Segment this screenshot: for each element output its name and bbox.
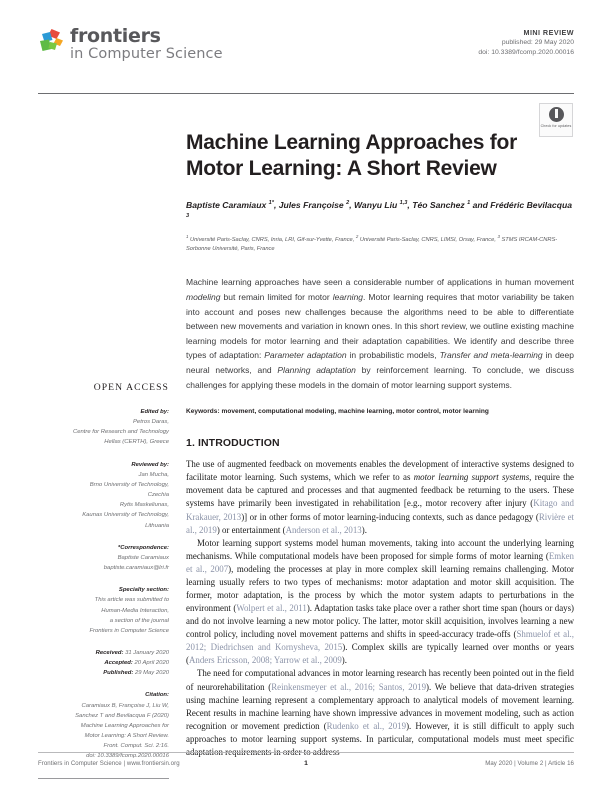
citation-line: Caramiaux B, Françoise J, Liu W, xyxy=(81,702,169,709)
citation-line: Sanchez T and Bevilacqua F (2020) xyxy=(75,712,169,719)
affiliation-list: $^1$ Université Paris-Saclay, CNRS, Inria, LRI, Gif-sur-Yvette, France, $^2$ Université Paris-Saclay, CNRS, LIMSI, Orsay, France, $^3$ STMS IRCAM-CNRS-Sorbonne Université, Paris, France xyxy=(186,233,558,253)
open-access-label: OPEN ACCESS xyxy=(93,382,169,393)
footer-row xyxy=(38,760,574,767)
citation-line: Front. Comput. Sci. 2:16. xyxy=(103,743,169,750)
reviewed-by-block xyxy=(38,460,169,531)
intro-paragraph: The need for computational advances in motor learning research has recently been pointed out in the field of neurorehabilitation (Reinkensmeyer et al., 2016; Santos, 2019). We believe that data-driven strategies using machine learning represent a complementary approach to analytical models of movement learning. Recent results in machine learning have shown impressive advances in movement modeling, such as action recognition or movement prediction (Rudenko et al., 2019). However, it is still difficult to apply such approaches to motor learning support systems. In particular, computational models must meet specific adaptation requirements in order to address xyxy=(186,668,575,757)
received-label: Received: xyxy=(95,649,124,656)
reviewer-affiliation: Brno University of Technology, xyxy=(89,481,169,488)
received-value: 31 January 2020 xyxy=(125,649,169,656)
section-heading-introduction: 1. INTRODUCTION xyxy=(186,437,280,450)
citation-doi[interactable]: doi: 10.3389/fcomp.2020.00016 xyxy=(86,753,169,760)
article-main-column xyxy=(186,130,574,759)
article-dates-block xyxy=(38,648,169,678)
intro-paragraph: Motor learning support systems model human movements, taking into account the underlying learning mechanisms. While computational models have been proposed for simple forms of motor learning (Emken et al., 2007), modeling the processes at play in more complex skill learning remains challenging. Motor learning usually refers to two types of mechanisms: motor adaptation and motor skill acquisition. The former, motor adaptation, is the process by which the motor system adapts to perturbations in the environment (Wolpert et al., 2011). Adaptation tasks take place over a rather short time span (hours or days) and do not involve learning a new motor policy. The latter, motor skill acquisition, involves learning a new control policy, including novel movement patterns and shifts in speed-accuracy trade-offs (Shmuelof et al., 2012; Diedrichsen and Kornysheva, 2015). Complex skills are typically learned over months or years (Anders Ericsson, 2008; Yarrow et al., 2009). xyxy=(186,537,575,666)
published-date: published: 29 May 2020 xyxy=(501,39,574,47)
author-list: Baptiste Caramiaux $^{1*}$, Jules Françoise $^2$, Wanyu Liu $^{1,3}$, Téo Sanchez $^1$ and Frédéric Bevilacqua $^3$ xyxy=(186,199,572,220)
keywords-line: Keywords: movement, computational modeling, machine learning, motor control, motor learning xyxy=(186,408,489,416)
specialty-section-block xyxy=(38,585,169,636)
footer-issue-info: May 2020 | Volume 2 | Article 16 xyxy=(485,760,574,767)
logo-wordmark xyxy=(70,26,223,62)
correspondence-block xyxy=(38,543,169,573)
reviewer-name: Rytis Maskeliunas, xyxy=(119,502,169,509)
reviewed-by-label: Reviewed by: xyxy=(131,461,169,468)
citation-block xyxy=(38,690,169,761)
header-meta xyxy=(478,28,574,58)
doi-link[interactable]: doi: 10.3389/fcomp.2020.00016 xyxy=(478,49,574,57)
specialty-line: a section of the journal xyxy=(109,617,169,624)
logo-title: frontiers xyxy=(70,25,161,47)
reviewer-affiliation: Kaunas University of Technology, xyxy=(82,512,169,519)
accepted-date-row xyxy=(38,658,169,668)
citation-line: Machine Learning Approaches for xyxy=(80,722,169,729)
citation-label: Citation: xyxy=(145,692,169,699)
abstract-text: Machine learning approaches have seen a considerable number of applications in human movement modeling but remain limited for motor learning. Motor learning requires that motor variability be taken into account and poses new challenges because the algorithms need to be able to differentiate between new movements and variation in known ones. In this short review, we outline existing machine learning models for motor learning and their adaptation capabilities. We identify and describe three types of adaptation: Parameter adaptation in probabilistic models, Transfer and meta-learning in deep neural networks, and Planning adaptation by reinforcement learning. To conclude, we discuss challenges for applying these models in the domain of motor learning support systems. xyxy=(186,277,575,390)
journal-logo[interactable] xyxy=(38,26,223,62)
sidebar-divider xyxy=(38,778,169,779)
received-date-row xyxy=(38,648,169,658)
correspondence-email[interactable]: baptiste.caramiaux@lri.fr xyxy=(103,565,169,572)
page-header xyxy=(38,26,574,78)
editor-affiliation: Centre for Research and Technology xyxy=(72,429,169,436)
editor-affiliation: Hellas (CERTH), Greece xyxy=(104,439,169,446)
published-label: Published: xyxy=(103,670,134,677)
article-type-label: MINI REVIEW xyxy=(523,28,574,37)
edited-by-label: Edited by: xyxy=(140,409,169,415)
accepted-label: Accepted: xyxy=(104,660,133,667)
specialty-line: Human-Media Interaction, xyxy=(101,607,169,614)
article-sidebar xyxy=(38,382,169,779)
published-value: 29 May 2020 xyxy=(134,670,169,677)
published-date-row xyxy=(38,668,169,678)
specialty-label: Specialty section: xyxy=(118,587,169,594)
correspondence-name: Baptiste Caramiaux xyxy=(117,554,169,561)
reviewer-affiliation: Czechia xyxy=(147,492,169,499)
accepted-value: 20 April 2020 xyxy=(134,660,169,667)
page-footer xyxy=(38,752,574,767)
footer-divider xyxy=(38,752,574,753)
crossmark-icon xyxy=(549,107,564,122)
header-divider xyxy=(38,93,574,94)
intro-paragraph: The use of augmented feedback on movements enables the development of interactive systems designed to facilitate motor learning. Such systems, which we refer to as motor learning support systems, require the movement data be captured and processes and that augmented feedback be returning to the users. These systems have primarily been investigated in rehabilitation [e.g., motor recovery after injury (Kitago and Krakauer, 2013)] or in other forms of motor learning-inducing contexts, such as dance pedagogy (Rivière et al., 2019) or entertainment (Anderson et al., 2013). xyxy=(186,459,574,535)
frontiers-logo-icon xyxy=(38,28,64,56)
logo-subtitle: in Computer Science xyxy=(70,46,223,62)
footer-journal-url[interactable]: Frontiers in Computer Science | www.frontiersin.org xyxy=(38,760,180,767)
page-title: Machine Learning Approaches for Motor Learning: A Short Review xyxy=(186,131,518,181)
reviewer-name: Jan Mucha, xyxy=(138,471,169,478)
specialty-line: This article was submitted to xyxy=(94,597,169,604)
reviewer-affiliation: Lithuania xyxy=(145,522,169,529)
edited-by-block xyxy=(38,407,169,448)
specialty-line: Frontiers in Computer Science xyxy=(89,627,169,634)
citation-line: Motor Learning: A Short Review. xyxy=(84,733,169,740)
editor-name: Petros Daras, xyxy=(132,419,169,426)
crossmark-label: Check for updates xyxy=(540,124,572,128)
correspondence-label: *Correspondence: xyxy=(117,544,169,551)
page-number: 1 xyxy=(304,760,308,767)
